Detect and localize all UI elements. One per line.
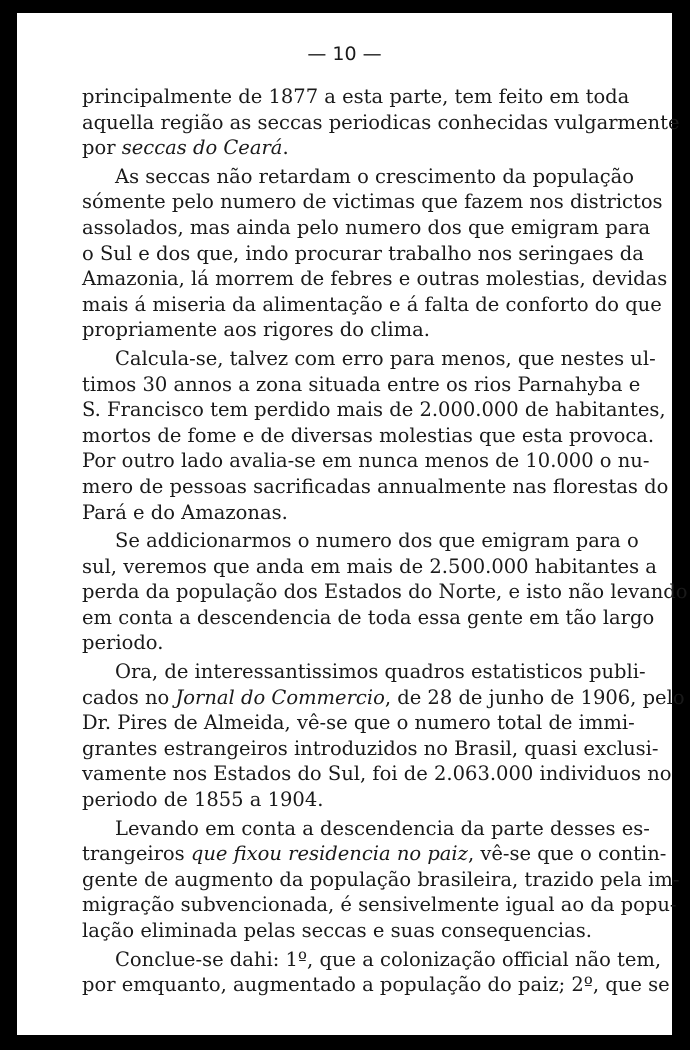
italic-title: Jornal do Commercio [175, 685, 385, 709]
text-line: grantes estrangeiros introduzidos no Brasil, quasi exclusi- [82, 736, 659, 760]
text-line: aquella região as seccas periodicas conhecidas vulgarmente [82, 110, 680, 134]
text-line: Levando em conta a descendencia da parte desses es- [115, 816, 650, 840]
text-line: gente de augmento da população brasileira, trazido pela im- [82, 867, 680, 891]
text-span: cados no [82, 685, 176, 709]
text-line: Por outro lado avalia-se em nunca menos de 10.000 o nu- [82, 449, 650, 473]
text-line: S. Francisco tem perdido mais de 2.000.000 de habitantes, [82, 398, 666, 422]
text-line [82, 841, 667, 867]
text-line: mortos de fome e de diversas molestias que esta provoca. [82, 423, 655, 447]
text-span: . [282, 136, 289, 160]
text-line: Amazonia, lá morrem de febres e outras molestias, devidas [82, 267, 668, 291]
text-line [82, 685, 685, 711]
text-line: migração subvencionada, é sensivelmente igual ao da popu- [82, 893, 677, 917]
text-line [82, 135, 612, 161]
text-line: mais á miseria da alimentação e á falta de conforto do que [82, 292, 662, 316]
text-line: propriamente aos rigores do clima. [82, 318, 430, 342]
text-line: o Sul e dos que, indo procurar trabalho nos seringaes da [82, 241, 644, 265]
text-line: por emquanto, augmentado a população do paiz; 2º, que se [82, 973, 670, 997]
text-line: Dr. Pires de Almeida, vê-se que o numero total de immi- [82, 711, 635, 735]
text-line: Conclue-se dahi: 1º, que a colonização official não tem, [115, 947, 662, 971]
text-line: perda da população dos Estados do Norte, e isto não levando [82, 580, 688, 604]
text-line: principalmente de 1877 a esta parte, tem feito em toda [82, 85, 630, 108]
text-line: Pará e do Amazonas. [82, 500, 288, 524]
text-span: por [82, 136, 122, 160]
body-text [82, 84, 688, 998]
text-line: Ora, de interessantissimos quadros estatisticos publi- [115, 660, 646, 684]
text-line: As seccas não retardam o crescimento da população [115, 164, 635, 188]
text-span: , vê-se que o contin- [467, 842, 667, 866]
text-line: sómente pelo numero de victimas que fazem nos districtos [82, 190, 663, 214]
italic-title: que fixou residencia no paiz [190, 842, 468, 866]
text-line: Calcula-se, talvez com erro para menos, que nestes ul- [115, 346, 656, 370]
book-page [17, 13, 688, 1035]
text-span: , de 28 de junho de 1906, pelo [384, 685, 685, 709]
text-line: lação eliminada pelas seccas e suas consequencias. [82, 919, 592, 942]
text-line: periodo de 1855 a 1904. [82, 788, 324, 812]
text-line: mero de pessoas sacrificadas annualmente nas florestas do [82, 474, 669, 498]
text-line: assolados, mas ainda pelo numero dos que emigram para [82, 215, 651, 239]
page-number: — 10 — [307, 43, 382, 65]
text-line: periodo. [82, 631, 164, 655]
text-line: Se addicionarmos o numero dos que emigram para o [115, 529, 639, 553]
text-line: sul, veremos que anda em mais de 2.500.000 habitantes a [82, 554, 657, 578]
text-line: timos 30 annos a zona situada entre os rios Parnahyba e [82, 372, 641, 396]
text-span: trangeiros [82, 842, 191, 866]
text-line: vamente nos Estados do Sul, foi de 2.063.000 individuos no [82, 762, 672, 786]
italic-title: seccas do Ceará [121, 136, 283, 160]
text-line: em conta a descendencia de toda essa gente em tão largo [82, 605, 655, 629]
